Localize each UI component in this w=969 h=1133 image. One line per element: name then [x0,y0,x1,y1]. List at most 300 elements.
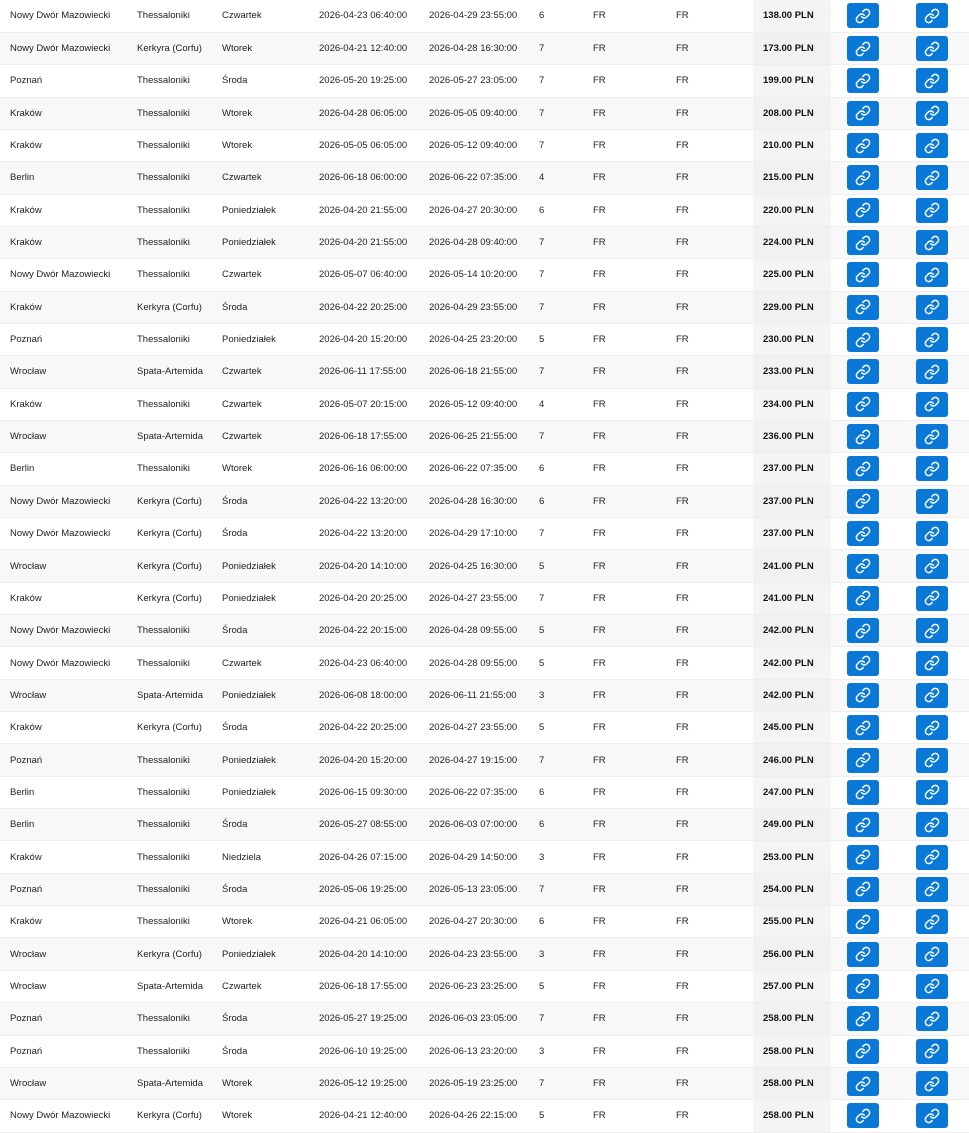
cell-airline-back: FR [666,906,753,938]
outbound-link-button[interactable] [847,101,879,126]
cell-to: Thessaloniki [127,259,212,291]
link-icon [855,881,871,897]
return-link-button[interactable] [916,3,948,28]
cell-to: Thessaloniki [127,65,212,97]
return-link-button[interactable] [916,262,948,287]
cell-departure: 2026-04-20 15:20:00 [309,744,419,776]
cell-return-link [895,518,969,550]
cell-departure: 2026-05-27 08:55:00 [309,809,419,841]
cell-nights: 3 [529,679,583,711]
link-icon [924,299,940,315]
cell-price: 225.00 PLN [753,259,831,291]
return-link-button[interactable] [916,230,948,255]
link-icon [924,235,940,251]
cell-airline-out: FR [583,809,666,841]
cell-airline-out: FR [583,873,666,905]
cell-price: 237.00 PLN [753,485,831,517]
return-link-button[interactable] [916,521,948,546]
cell-nights: 5 [529,970,583,1002]
cell-departure: 2026-04-22 20:25:00 [309,291,419,323]
cell-nights: 3 [529,841,583,873]
cell-return-link [895,259,969,291]
cell-day: Wtorek [212,906,309,938]
cell-return-link [895,1003,969,1035]
outbound-link-button[interactable] [847,392,879,417]
return-link-button[interactable] [916,101,948,126]
cell-return: 2026-06-13 23:20:00 [419,1035,529,1067]
cell-to: Thessaloniki [127,841,212,873]
link-icon [924,461,940,477]
outbound-link-button[interactable] [847,845,879,870]
cell-departure: 2026-04-21 06:05:00 [309,906,419,938]
cell-from: Nowy Dwór Mazowiecki [0,259,127,291]
table-row [0,291,969,323]
return-link-button[interactable] [916,812,948,837]
cell-outbound-link [831,194,895,226]
cell-return-link [895,809,969,841]
cell-from: Wrocław [0,1067,127,1099]
return-link-button[interactable] [916,909,948,934]
return-link-button[interactable] [916,780,948,805]
return-link-button[interactable] [916,974,948,999]
cell-return: 2026-04-25 16:30:00 [419,550,529,582]
cell-return: 2026-05-27 23:05:00 [419,65,529,97]
link-icon [924,558,940,574]
cell-outbound-link [831,420,895,452]
cell-day: Wtorek [212,1100,309,1132]
cell-airline-out: FR [583,259,666,291]
cell-return-link [895,453,969,485]
return-link-button[interactable] [916,877,948,902]
cell-return: 2026-05-19 23:25:00 [419,1067,529,1099]
cell-day: Środa [212,485,309,517]
cell-outbound-link [831,291,895,323]
cell-nights: 7 [529,129,583,161]
cell-airline-out: FR [583,776,666,808]
return-link-button[interactable] [916,424,948,449]
cell-to: Kerkyra (Corfu) [127,485,212,517]
return-link-button[interactable] [916,1039,948,1064]
link-icon [924,1108,940,1124]
cell-to: Kerkyra (Corfu) [127,1100,212,1132]
link-icon [855,429,871,445]
cell-price: 237.00 PLN [753,518,831,550]
return-link-button[interactable] [916,554,948,579]
cell-day: Czwartek [212,162,309,194]
outbound-link-button[interactable] [847,456,879,481]
cell-return-link [895,356,969,388]
table-row [0,1100,969,1132]
cell-airline-back: FR [666,0,753,32]
outbound-link-button[interactable] [847,909,879,934]
cell-departure: 2026-04-22 13:20:00 [309,485,419,517]
return-link-button[interactable] [916,133,948,158]
cell-airline-out: FR [583,453,666,485]
cell-airline-back: FR [666,1067,753,1099]
cell-airline-back: FR [666,194,753,226]
cell-day: Poniedziałek [212,744,309,776]
table-row [0,65,969,97]
cell-price: 199.00 PLN [753,65,831,97]
cell-airline-back: FR [666,420,753,452]
cell-return: 2026-04-23 23:55:00 [419,938,529,970]
cell-return-link [895,485,969,517]
outbound-link-button[interactable] [847,780,879,805]
cell-to: Thessaloniki [127,873,212,905]
return-link-button[interactable] [916,489,948,514]
cell-from: Nowy Dwór Mazowiecki [0,647,127,679]
cell-to: Spata-Artemida [127,1067,212,1099]
link-icon [855,1043,871,1059]
link-icon [855,978,871,994]
cell-airline-back: FR [666,582,753,614]
link-icon [855,396,871,412]
outbound-link-button[interactable] [847,1071,879,1096]
outbound-link-button[interactable] [847,327,879,352]
link-icon [924,914,940,930]
outbound-link-button[interactable] [847,618,879,643]
cell-return: 2026-04-28 16:30:00 [419,485,529,517]
cell-from: Berlin [0,809,127,841]
cell-return: 2026-04-27 20:30:00 [419,194,529,226]
cell-outbound-link [831,32,895,64]
link-icon [855,8,871,24]
cell-nights: 4 [529,388,583,420]
return-link-button[interactable] [916,942,948,967]
table-row [0,518,969,550]
outbound-link-button[interactable] [847,748,879,773]
cell-airline-back: FR [666,1100,753,1132]
cell-outbound-link [831,485,895,517]
return-link-button[interactable] [916,618,948,643]
cell-to: Kerkyra (Corfu) [127,32,212,64]
cell-outbound-link [831,679,895,711]
cell-price: 258.00 PLN [753,1067,831,1099]
cell-outbound-link [831,323,895,355]
cell-from: Kraków [0,582,127,614]
link-icon [924,526,940,542]
outbound-link-button[interactable] [847,424,879,449]
return-link-button[interactable] [916,327,948,352]
cell-to: Thessaloniki [127,226,212,258]
table-row [0,970,969,1002]
cell-airline-out: FR [583,647,666,679]
table-row [0,356,969,388]
cell-departure: 2026-06-11 17:55:00 [309,356,419,388]
link-icon [855,138,871,154]
link-icon [924,655,940,671]
cell-return-link [895,420,969,452]
cell-price: 220.00 PLN [753,194,831,226]
table-row [0,776,969,808]
cell-day: Środa [212,518,309,550]
outbound-link-button[interactable] [847,3,879,28]
cell-from: Kraków [0,906,127,938]
cell-day: Środa [212,873,309,905]
cell-day: Niedziela [212,841,309,873]
return-link-button[interactable] [916,36,948,61]
cell-day: Poniedziałek [212,550,309,582]
cell-from: Poznań [0,1035,127,1067]
cell-departure: 2026-06-15 09:30:00 [309,776,419,808]
outbound-link-button[interactable] [847,68,879,93]
return-link-button[interactable] [916,456,948,481]
cell-departure: 2026-05-12 19:25:00 [309,1067,419,1099]
cell-airline-back: FR [666,129,753,161]
cell-airline-back: FR [666,679,753,711]
return-link-button[interactable] [916,198,948,223]
outbound-link-button[interactable] [847,554,879,579]
cell-nights: 7 [529,291,583,323]
outbound-link-button[interactable] [847,812,879,837]
cell-day: Środa [212,1035,309,1067]
cell-return-link [895,129,969,161]
cell-price: 230.00 PLN [753,323,831,355]
cell-airline-back: FR [666,873,753,905]
cell-price: 233.00 PLN [753,356,831,388]
cell-departure: 2026-04-28 06:05:00 [309,97,419,129]
outbound-link-button[interactable] [847,198,879,223]
cell-from: Nowy Dwór Mazowiecki [0,518,127,550]
cell-outbound-link [831,712,895,744]
cell-departure: 2026-04-26 07:15:00 [309,841,419,873]
cell-airline-out: FR [583,1035,666,1067]
cell-outbound-link [831,65,895,97]
cell-day: Czwartek [212,388,309,420]
outbound-link-button[interactable] [847,974,879,999]
cell-airline-out: FR [583,226,666,258]
cell-departure: 2026-04-23 06:40:00 [309,0,419,32]
cell-from: Kraków [0,194,127,226]
cell-day: Środa [212,615,309,647]
cell-nights: 6 [529,0,583,32]
return-link-button[interactable] [916,1071,948,1096]
outbound-link-button[interactable] [847,1039,879,1064]
cell-departure: 2026-04-22 20:15:00 [309,615,419,647]
return-link-button[interactable] [916,165,948,190]
outbound-link-button[interactable] [847,877,879,902]
cell-day: Czwartek [212,647,309,679]
outbound-link-button[interactable] [847,36,879,61]
cell-from: Nowy Dwór Mazowiecki [0,32,127,64]
cell-departure: 2026-04-20 14:10:00 [309,550,419,582]
return-link-button[interactable] [916,1006,948,1031]
cell-airline-back: FR [666,65,753,97]
cell-nights: 5 [529,647,583,679]
outbound-link-button[interactable] [847,683,879,708]
link-icon [855,1076,871,1092]
cell-to: Thessaloniki [127,194,212,226]
cell-nights: 3 [529,938,583,970]
cell-to: Thessaloniki [127,906,212,938]
cell-airline-out: FR [583,712,666,744]
cell-airline-back: FR [666,485,753,517]
return-link-button[interactable] [916,392,948,417]
cell-return: 2026-05-12 09:40:00 [419,388,529,420]
cell-outbound-link [831,518,895,550]
cell-from: Berlin [0,453,127,485]
cell-departure: 2026-04-22 13:20:00 [309,518,419,550]
link-icon [855,1011,871,1027]
outbound-link-button[interactable] [847,942,879,967]
cell-return: 2026-06-22 07:35:00 [419,453,529,485]
outbound-link-button[interactable] [847,521,879,546]
link-icon [855,170,871,186]
link-icon [924,396,940,412]
cell-day: Czwartek [212,970,309,1002]
return-link-button[interactable] [916,683,948,708]
cell-nights: 5 [529,323,583,355]
cell-return-link [895,1035,969,1067]
cell-outbound-link [831,388,895,420]
cell-outbound-link [831,453,895,485]
outbound-link-button[interactable] [847,489,879,514]
outbound-link-button[interactable] [847,359,879,384]
return-link-button[interactable] [916,295,948,320]
cell-outbound-link [831,841,895,873]
cell-return-link [895,744,969,776]
cell-price: 246.00 PLN [753,744,831,776]
table-row [0,323,969,355]
table-row [0,97,969,129]
cell-airline-out: FR [583,65,666,97]
cell-departure: 2026-06-18 17:55:00 [309,420,419,452]
cell-return: 2026-04-25 23:20:00 [419,323,529,355]
outbound-link-button[interactable] [847,651,879,676]
cell-airline-out: FR [583,550,666,582]
return-link-button[interactable] [916,715,948,740]
outbound-link-button[interactable] [847,715,879,740]
cell-airline-out: FR [583,518,666,550]
cell-return: 2026-04-28 16:30:00 [419,32,529,64]
cell-outbound-link [831,809,895,841]
cell-return: 2026-06-22 07:35:00 [419,776,529,808]
cell-return: 2026-06-03 07:00:00 [419,809,529,841]
cell-nights: 5 [529,550,583,582]
table-row [0,712,969,744]
cell-nights: 7 [529,1003,583,1035]
link-icon [855,461,871,477]
cell-nights: 7 [529,259,583,291]
cell-to: Kerkyra (Corfu) [127,712,212,744]
link-icon [855,364,871,380]
cell-to: Thessaloniki [127,0,212,32]
link-icon [924,1043,940,1059]
cell-outbound-link [831,226,895,258]
return-link-button[interactable] [916,748,948,773]
cell-outbound-link [831,938,895,970]
cell-return-link [895,1100,969,1132]
outbound-link-button[interactable] [847,133,879,158]
cell-nights: 6 [529,906,583,938]
cell-nights: 6 [529,485,583,517]
link-icon [855,41,871,57]
cell-airline-out: FR [583,1100,666,1132]
cell-return: 2026-04-29 14:50:00 [419,841,529,873]
outbound-link-button[interactable] [847,1103,879,1128]
cell-day: Poniedziałek [212,226,309,258]
cell-departure: 2026-04-20 20:25:00 [309,582,419,614]
cell-airline-back: FR [666,938,753,970]
cell-price: 245.00 PLN [753,712,831,744]
outbound-link-button[interactable] [847,262,879,287]
link-icon [855,332,871,348]
cell-airline-out: FR [583,0,666,32]
cell-departure: 2026-06-18 17:55:00 [309,970,419,1002]
link-icon [855,623,871,639]
return-link-button[interactable] [916,845,948,870]
cell-price: 224.00 PLN [753,226,831,258]
cell-return: 2026-06-11 21:55:00 [419,679,529,711]
table-row [0,873,969,905]
cell-nights: 6 [529,194,583,226]
link-icon [924,493,940,509]
cell-to: Thessaloniki [127,388,212,420]
cell-airline-out: FR [583,841,666,873]
table-row [0,420,969,452]
cell-return: 2026-06-25 21:55:00 [419,420,529,452]
cell-nights: 7 [529,97,583,129]
cell-outbound-link [831,873,895,905]
cell-nights: 7 [529,420,583,452]
cell-outbound-link [831,356,895,388]
link-icon [924,1011,940,1027]
return-link-button[interactable] [916,586,948,611]
return-link-button[interactable] [916,359,948,384]
cell-departure: 2026-05-07 20:15:00 [309,388,419,420]
outbound-link-button[interactable] [847,586,879,611]
cell-airline-back: FR [666,97,753,129]
outbound-link-button[interactable] [847,295,879,320]
cell-price: 253.00 PLN [753,841,831,873]
cell-day: Wtorek [212,129,309,161]
cell-airline-out: FR [583,1003,666,1035]
cell-nights: 5 [529,712,583,744]
cell-airline-out: FR [583,323,666,355]
cell-airline-back: FR [666,615,753,647]
return-link-button[interactable] [916,1103,948,1128]
cell-airline-back: FR [666,32,753,64]
link-icon [855,202,871,218]
cell-price: 258.00 PLN [753,1035,831,1067]
cell-return: 2026-06-18 21:55:00 [419,356,529,388]
cell-from: Poznań [0,744,127,776]
table-row [0,744,969,776]
outbound-link-button[interactable] [847,230,879,255]
outbound-link-button[interactable] [847,1006,879,1031]
cell-return-link [895,323,969,355]
cell-departure: 2026-04-22 20:25:00 [309,712,419,744]
cell-nights: 7 [529,65,583,97]
link-icon [855,590,871,606]
cell-airline-out: FR [583,388,666,420]
cell-price: 138.00 PLN [753,0,831,32]
cell-from: Nowy Dwór Mazowiecki [0,1100,127,1132]
cell-outbound-link [831,1067,895,1099]
cell-airline-back: FR [666,323,753,355]
return-link-button[interactable] [916,651,948,676]
cell-return-link [895,647,969,679]
cell-airline-out: FR [583,1067,666,1099]
link-icon [924,978,940,994]
cell-day: Środa [212,712,309,744]
outbound-link-button[interactable] [847,165,879,190]
cell-return-link [895,97,969,129]
cell-from: Nowy Dwór Mazowiecki [0,0,127,32]
return-link-button[interactable] [916,68,948,93]
cell-airline-back: FR [666,809,753,841]
link-icon [855,720,871,736]
